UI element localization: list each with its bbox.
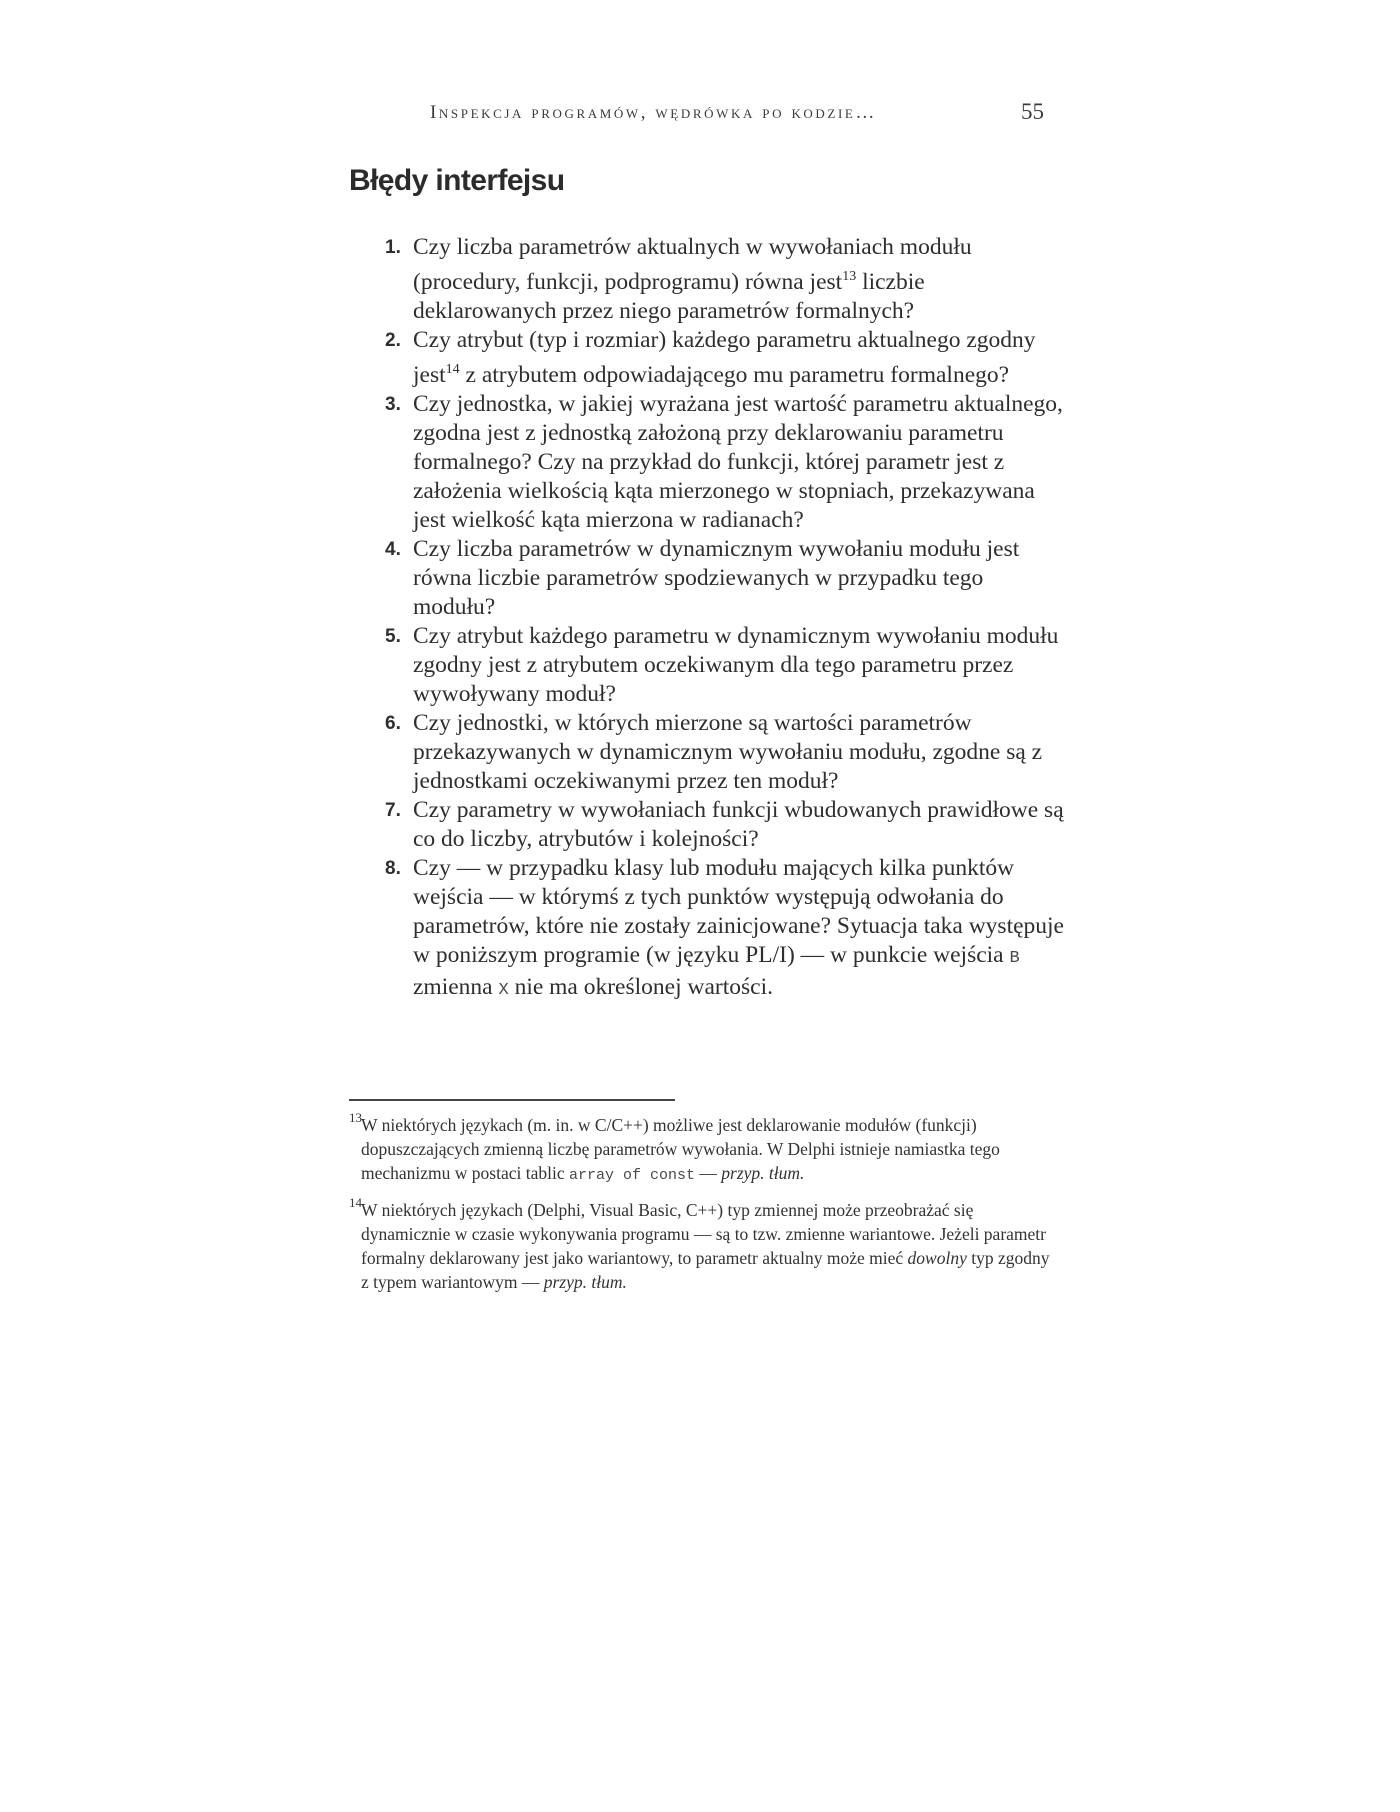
footnote-marker: 14 [349, 1195, 362, 1210]
checklist-item [385, 709, 1068, 796]
item-number: 4. [385, 538, 401, 560]
footnote-14 [349, 1195, 1059, 1294]
footnote-text: W niektórych językach (m. in. w C/C++) możliwe jest deklarowanie modułów (funkcji) dopuszczających zmienną liczbę parametrów wywołania. W Delphi istnieje namiastka tego mechanizmu w postaci tablic [361, 1115, 1000, 1183]
checklist-item [385, 622, 1068, 709]
checklist-item [385, 854, 1068, 1005]
code-entry-point: B [1009, 948, 1020, 968]
footnote-text: W niektórych językach (Delphi, Visual Basic, C++) typ zmiennej może przeobrażać się dynamicznie w czasie wykonywania programu — są to tzw. zmienne wariantowe. Jeżeli parametr formalny deklarowany jest jako wariantowy, to parametr aktualny może mieć [361, 1200, 1046, 1268]
item-text: Czy atrybut (typ i rozmiar) każdego parametru aktualnego zgodny jest [413, 326, 1036, 388]
translator-note: przyp. tłum. [543, 1272, 627, 1292]
item-number: 6. [385, 712, 401, 734]
item-text: Czy jednostka, w jakiej wyrażana jest wartość parametru aktualnego, zgodna jest z jednostką założoną przy deklarowaniu parametru formalnego? Czy na przykład do funkcji, której parametr jest z założenia wielkością kąta mierzonego w stopniach, przekazywana jest wielkość kąta mierzona w radianach? [413, 390, 1063, 533]
item-number: 2. [385, 329, 401, 351]
footnote-marker: 13 [349, 1110, 362, 1125]
footnote-reference: 14 [445, 361, 460, 377]
footnotes [349, 1110, 1059, 1304]
page-number: 55 [1021, 99, 1044, 124]
item-text: Czy jednostki, w których mierzone są wartości parametrów przekazywanych w dynamicznym wywołaniu modułu, zgodne są z jednostkami oczekiwanymi przez ten moduł? [413, 709, 1043, 794]
footnote-text: typ zgodny z typem wariantowym — [361, 1248, 1050, 1292]
item-text: Czy liczba parametrów w dynamicznym wywołaniu modułu jest równa liczbie parametrów spodziewanych w przypadku tego modułu? [413, 535, 1020, 620]
running-header [430, 99, 1056, 134]
item-number: 7. [385, 799, 401, 821]
item-text: Czy atrybut każdego parametru w dynamicznym wywołaniu modułu zgodny jest z atrybutem oczekiwanym dla tego parametru przez wywoływany moduł? [413, 622, 1059, 707]
footnote-reference: 13 [842, 269, 857, 284]
checklist-item [385, 796, 1068, 854]
interface-errors-checklist [385, 233, 1068, 1005]
translator-note: przyp. tłum. [721, 1163, 805, 1183]
item-number: 3. [385, 393, 401, 415]
item-number: 5. [385, 625, 401, 647]
footnote-separator [349, 1099, 675, 1101]
item-text: nie ma określonej wartości. [508, 973, 773, 1000]
footnote-code: array of const [568, 1167, 696, 1184]
item-number: 1. [385, 237, 401, 258]
checklist-item [385, 390, 1068, 535]
checklist-item [385, 326, 1068, 390]
footnote-emphasis: dowolny [907, 1248, 967, 1268]
code-variable: X [498, 980, 509, 1000]
footnote-13 [349, 1110, 1059, 1188]
item-number: 8. [385, 857, 401, 879]
item-text: zmienna [413, 973, 499, 1000]
checklist-item [385, 535, 1068, 622]
item-text: Czy parametry w wywołaniach funkcji wbudowanych prawidłowe są co do liczby, atrybutów i kolejności? [413, 796, 1064, 852]
item-text: Czy — w przypadku klasy lub modułu mających kilka punktów wejścia — w którymś z tych punktów występują odwołania do parametrów, które nie zostały zainicjowane? Sytuacja taka występuje w poniższym programie (w języku PL/I) — w punkcie wejścia [413, 854, 1064, 968]
section-heading: Błędy interfejsu [349, 164, 565, 197]
running-title: Inspekcja programów, wędrówka po kodzie… [430, 102, 878, 123]
item-text: Czy liczba parametrów aktualnych w wywołaniach modułu (procedury, funkcji, podprogramu) równa jest [413, 234, 972, 295]
item-text: liczbie deklarowanych przez niego parametrów formalnych? [413, 268, 925, 324]
checklist-item [385, 233, 1068, 326]
footnote-text: — [695, 1163, 722, 1183]
item-text: z atrybutem odpowiadającego mu parametru formalnego? [459, 361, 1010, 388]
